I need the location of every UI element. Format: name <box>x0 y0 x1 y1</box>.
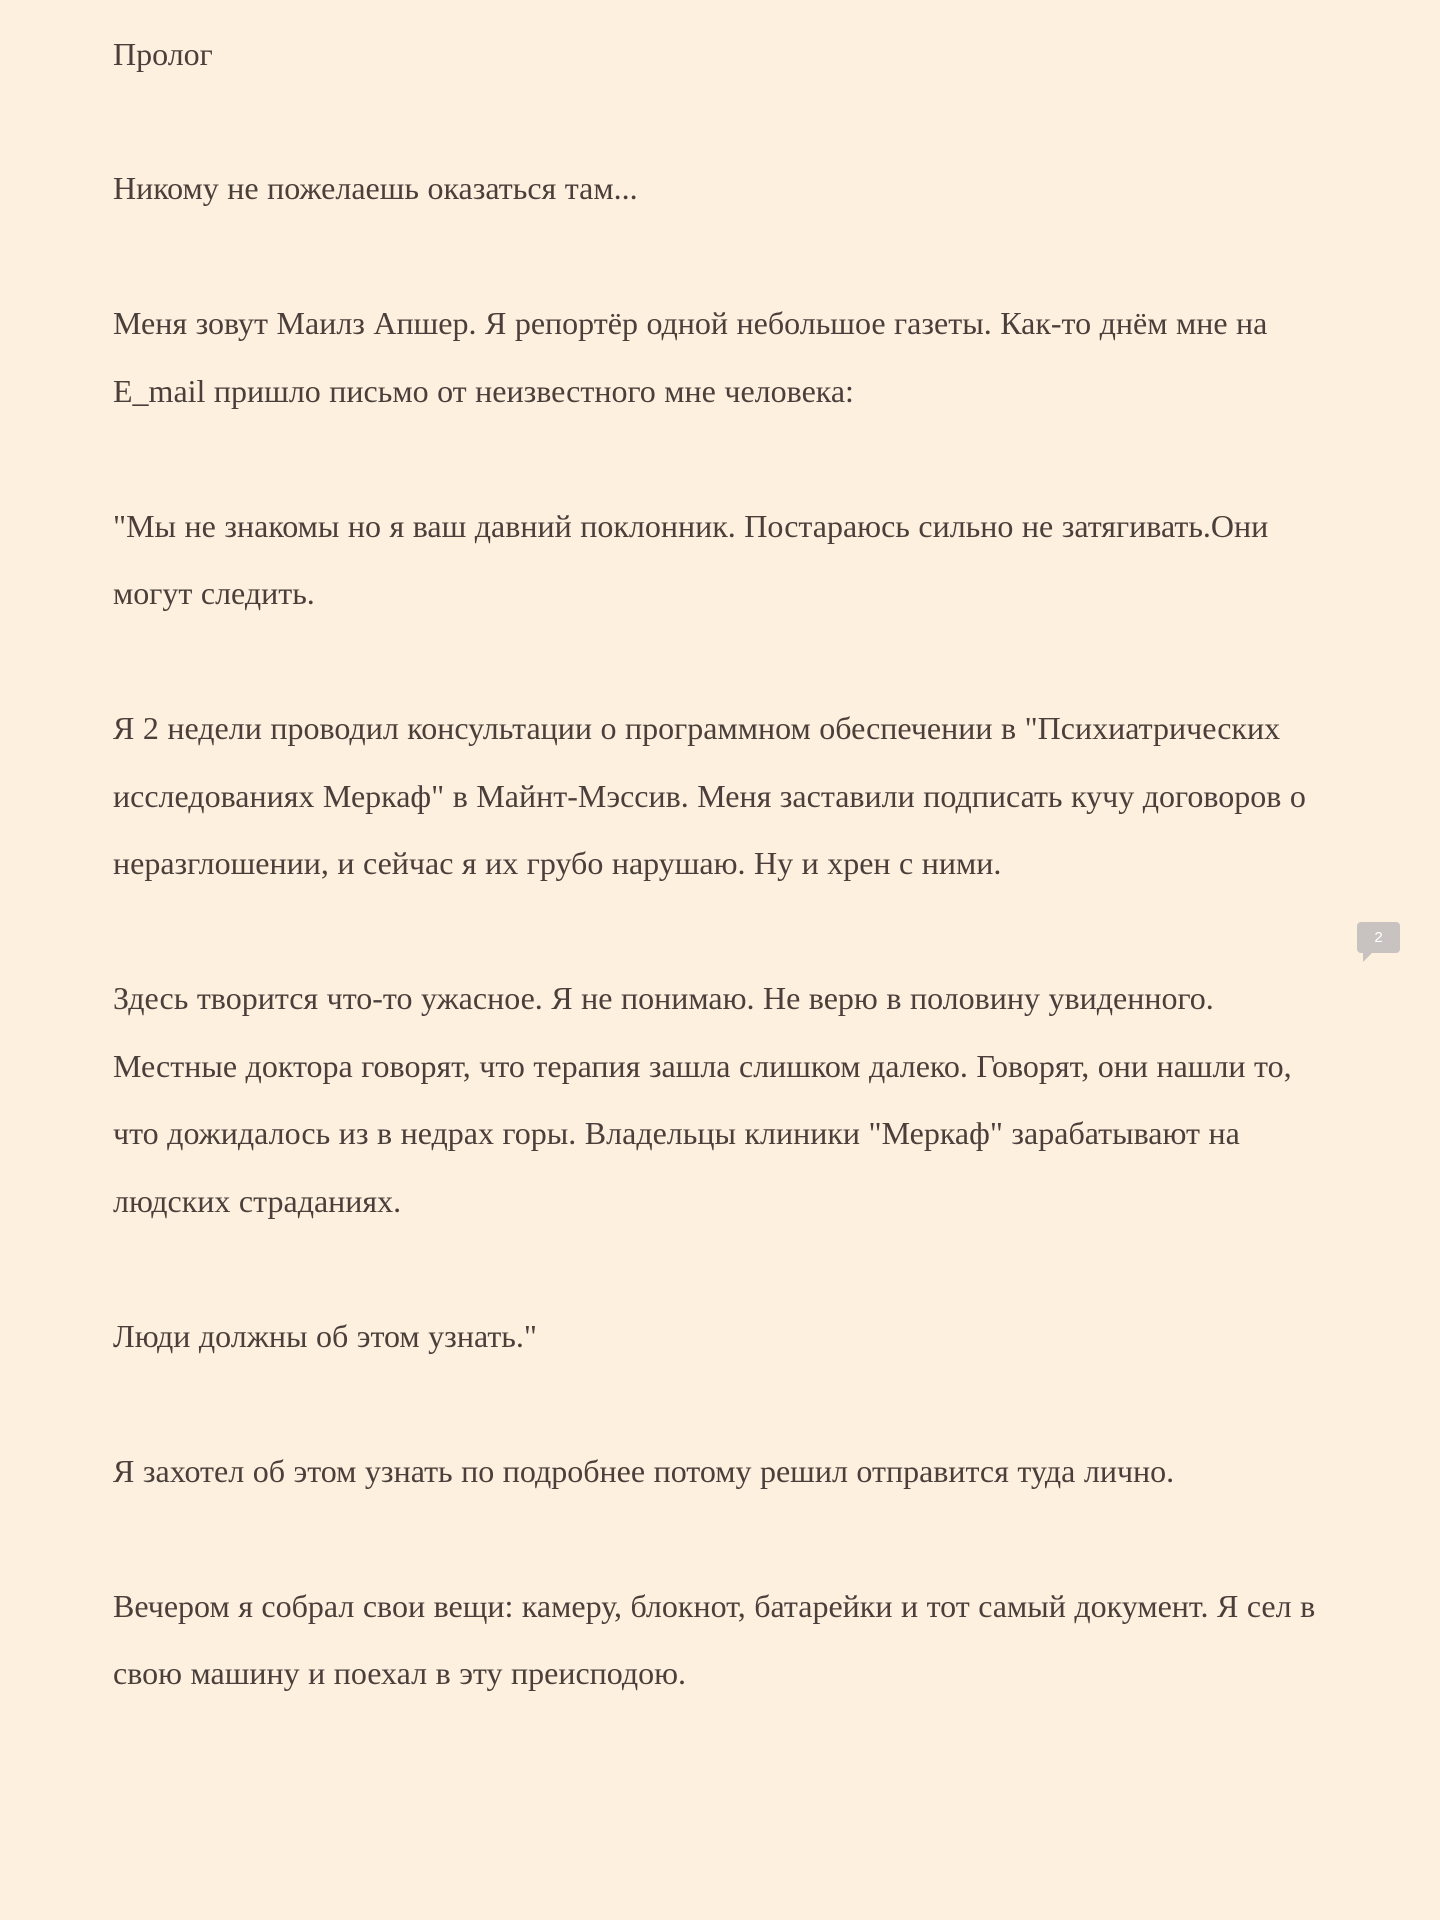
paragraph-7: Я захотел об этом узнать по подробнее потому решил отправится туда лично. <box>113 1452 1175 1489</box>
paragraph-3: "Мы не знакомы но я ваш давний поклонник. Постараюсь сильно не затягивать.Они могут следить. <box>113 507 1269 611</box>
chapter-title: Пролог <box>113 36 213 72</box>
paragraph-1: Никому не пожелаешь оказаться там... <box>113 170 638 206</box>
paragraph-2: Меня зовут Маилз Апшер. Я репортёр одной небольшое газеты. Как-то днём мне на E_mail пришло письмо от неизвестного мне человека: <box>113 305 1268 409</box>
comment-bubble-icon[interactable] <box>1357 922 1400 953</box>
paragraph-8: Вечером я собрал свои вещи: камеру, блокнот, батарейки и тот самый документ. Я сел в свою машину и поехал в эту преисподою. <box>113 1587 1316 1691</box>
paragraph-6: Люди должны об этом узнать." <box>113 1317 537 1354</box>
comment-count: 2 <box>1374 929 1383 946</box>
paragraph-4: Я 2 недели проводил консультации о программном обеспечении в "Психиатрических исследованиях Меркаф" в Майнт-Мэссив. Меня заставили подписать кучу договоров о неразглошении, и сейчас я их грубо нарушаю. Ну и хрен с ними. <box>113 710 1306 881</box>
paragraph-5: Здесь творится что-то ужасное. Я не понимаю. Не верю в половину увиденного. Местные доктора говорят, что терапия зашла слишком далеко. Говорят, они нашли то, что дожидалось из в недрах горы. Владельцы клиники "Меркаф" зарабатывают на людских страданиях. <box>113 980 1292 1219</box>
reader-content <box>113 20 1343 1775</box>
